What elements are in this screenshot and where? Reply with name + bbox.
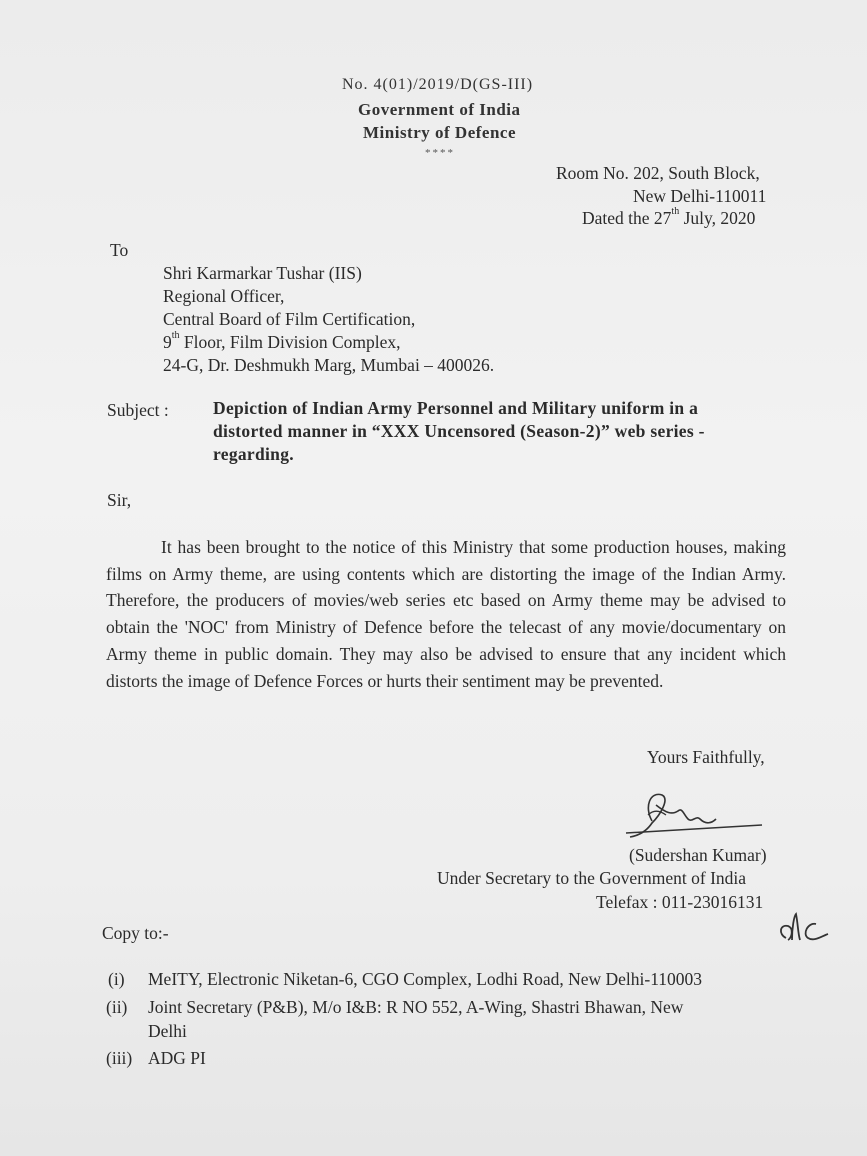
signatory-telefax: Telefax : 011-23016131 — [596, 892, 764, 912]
copy-item-num-2: (ii) — [106, 997, 128, 1017]
floor-number: 9 — [163, 332, 172, 352]
to-floor — [163, 332, 401, 353]
floor-sup: th — [171, 330, 180, 341]
subject-line-1: Depiction of Indian Army Personnel and Military uniform in a — [213, 398, 699, 418]
signatory-designation: Under Secretary to the Government of India — [437, 868, 747, 888]
copy-to-label: Copy to:- — [102, 923, 169, 943]
copy-item-num-1: (i) — [108, 969, 125, 989]
date-suffix: July, 2020 — [679, 208, 756, 228]
signature-image — [622, 785, 772, 847]
handwritten-initials — [776, 910, 836, 955]
copy-item-text-1: MeITY, Electronic Niketan-6, CGO Complex, Lodhi Road, New Delhi-110003 — [148, 969, 703, 989]
salutation: Sir, — [107, 490, 132, 510]
org-ministry: Ministry of Defence — [363, 123, 517, 142]
header-stars: **** — [425, 147, 455, 159]
to-office: Central Board of Film Certification, — [163, 309, 416, 329]
to-street: 24-G, Dr. Deshmukh Marg, Mumbai – 400026. — [163, 355, 495, 375]
org-government: Government of India — [358, 100, 521, 119]
from-city: New Delhi-110011 — [633, 186, 767, 206]
copy-item-text-2b: Delhi — [148, 1021, 187, 1041]
signatory-name: (Sudershan Kumar) — [629, 845, 767, 865]
to-name: Shri Karmarkar Tushar (IIS) — [163, 263, 362, 283]
subject-line-3: regarding. — [213, 444, 294, 464]
closing: Yours Faithfully, — [647, 747, 765, 767]
copy-item-text-2: Joint Secretary (P&B), M/o I&B: R NO 552, A-Wing, Shastri Bhawan, New — [148, 997, 684, 1017]
body-paragraph: It has been brought to the notice of this Ministry that some production houses, making films on Army theme, are using contents which are distorting the image of the Indian Army. Therefore, the producers of movies/web series etc based on Army theme may be advised to obtain the 'NOC' from Ministry of Defence before the telecast of any movie/documentary on Army theme in public domain. They may also be advised to ensure that any incident which distorts the image of Defence Forces or hurts their sentiment may be prevented. — [106, 537, 786, 691]
to-label: To — [110, 240, 129, 260]
from-room: Room No. 202, South Block, — [556, 163, 760, 183]
file-number: No. 4(01)/2019/D(GS-III) — [342, 76, 534, 93]
copy-item-num-3: (iii) — [106, 1048, 133, 1068]
copy-item-text-3: ADG PI — [148, 1048, 206, 1068]
to-designation: Regional Officer, — [163, 286, 285, 306]
floor-rest: Floor, Film Division Complex, — [179, 332, 401, 352]
subject-label: Subject : — [107, 400, 169, 420]
letter-date — [582, 208, 755, 229]
date-prefix: Dated the 27 — [582, 208, 672, 228]
date-sup: th — [671, 206, 680, 217]
subject-line-2: distorted manner in “XXX Uncensored (Season-2)” web series - — [213, 421, 705, 441]
